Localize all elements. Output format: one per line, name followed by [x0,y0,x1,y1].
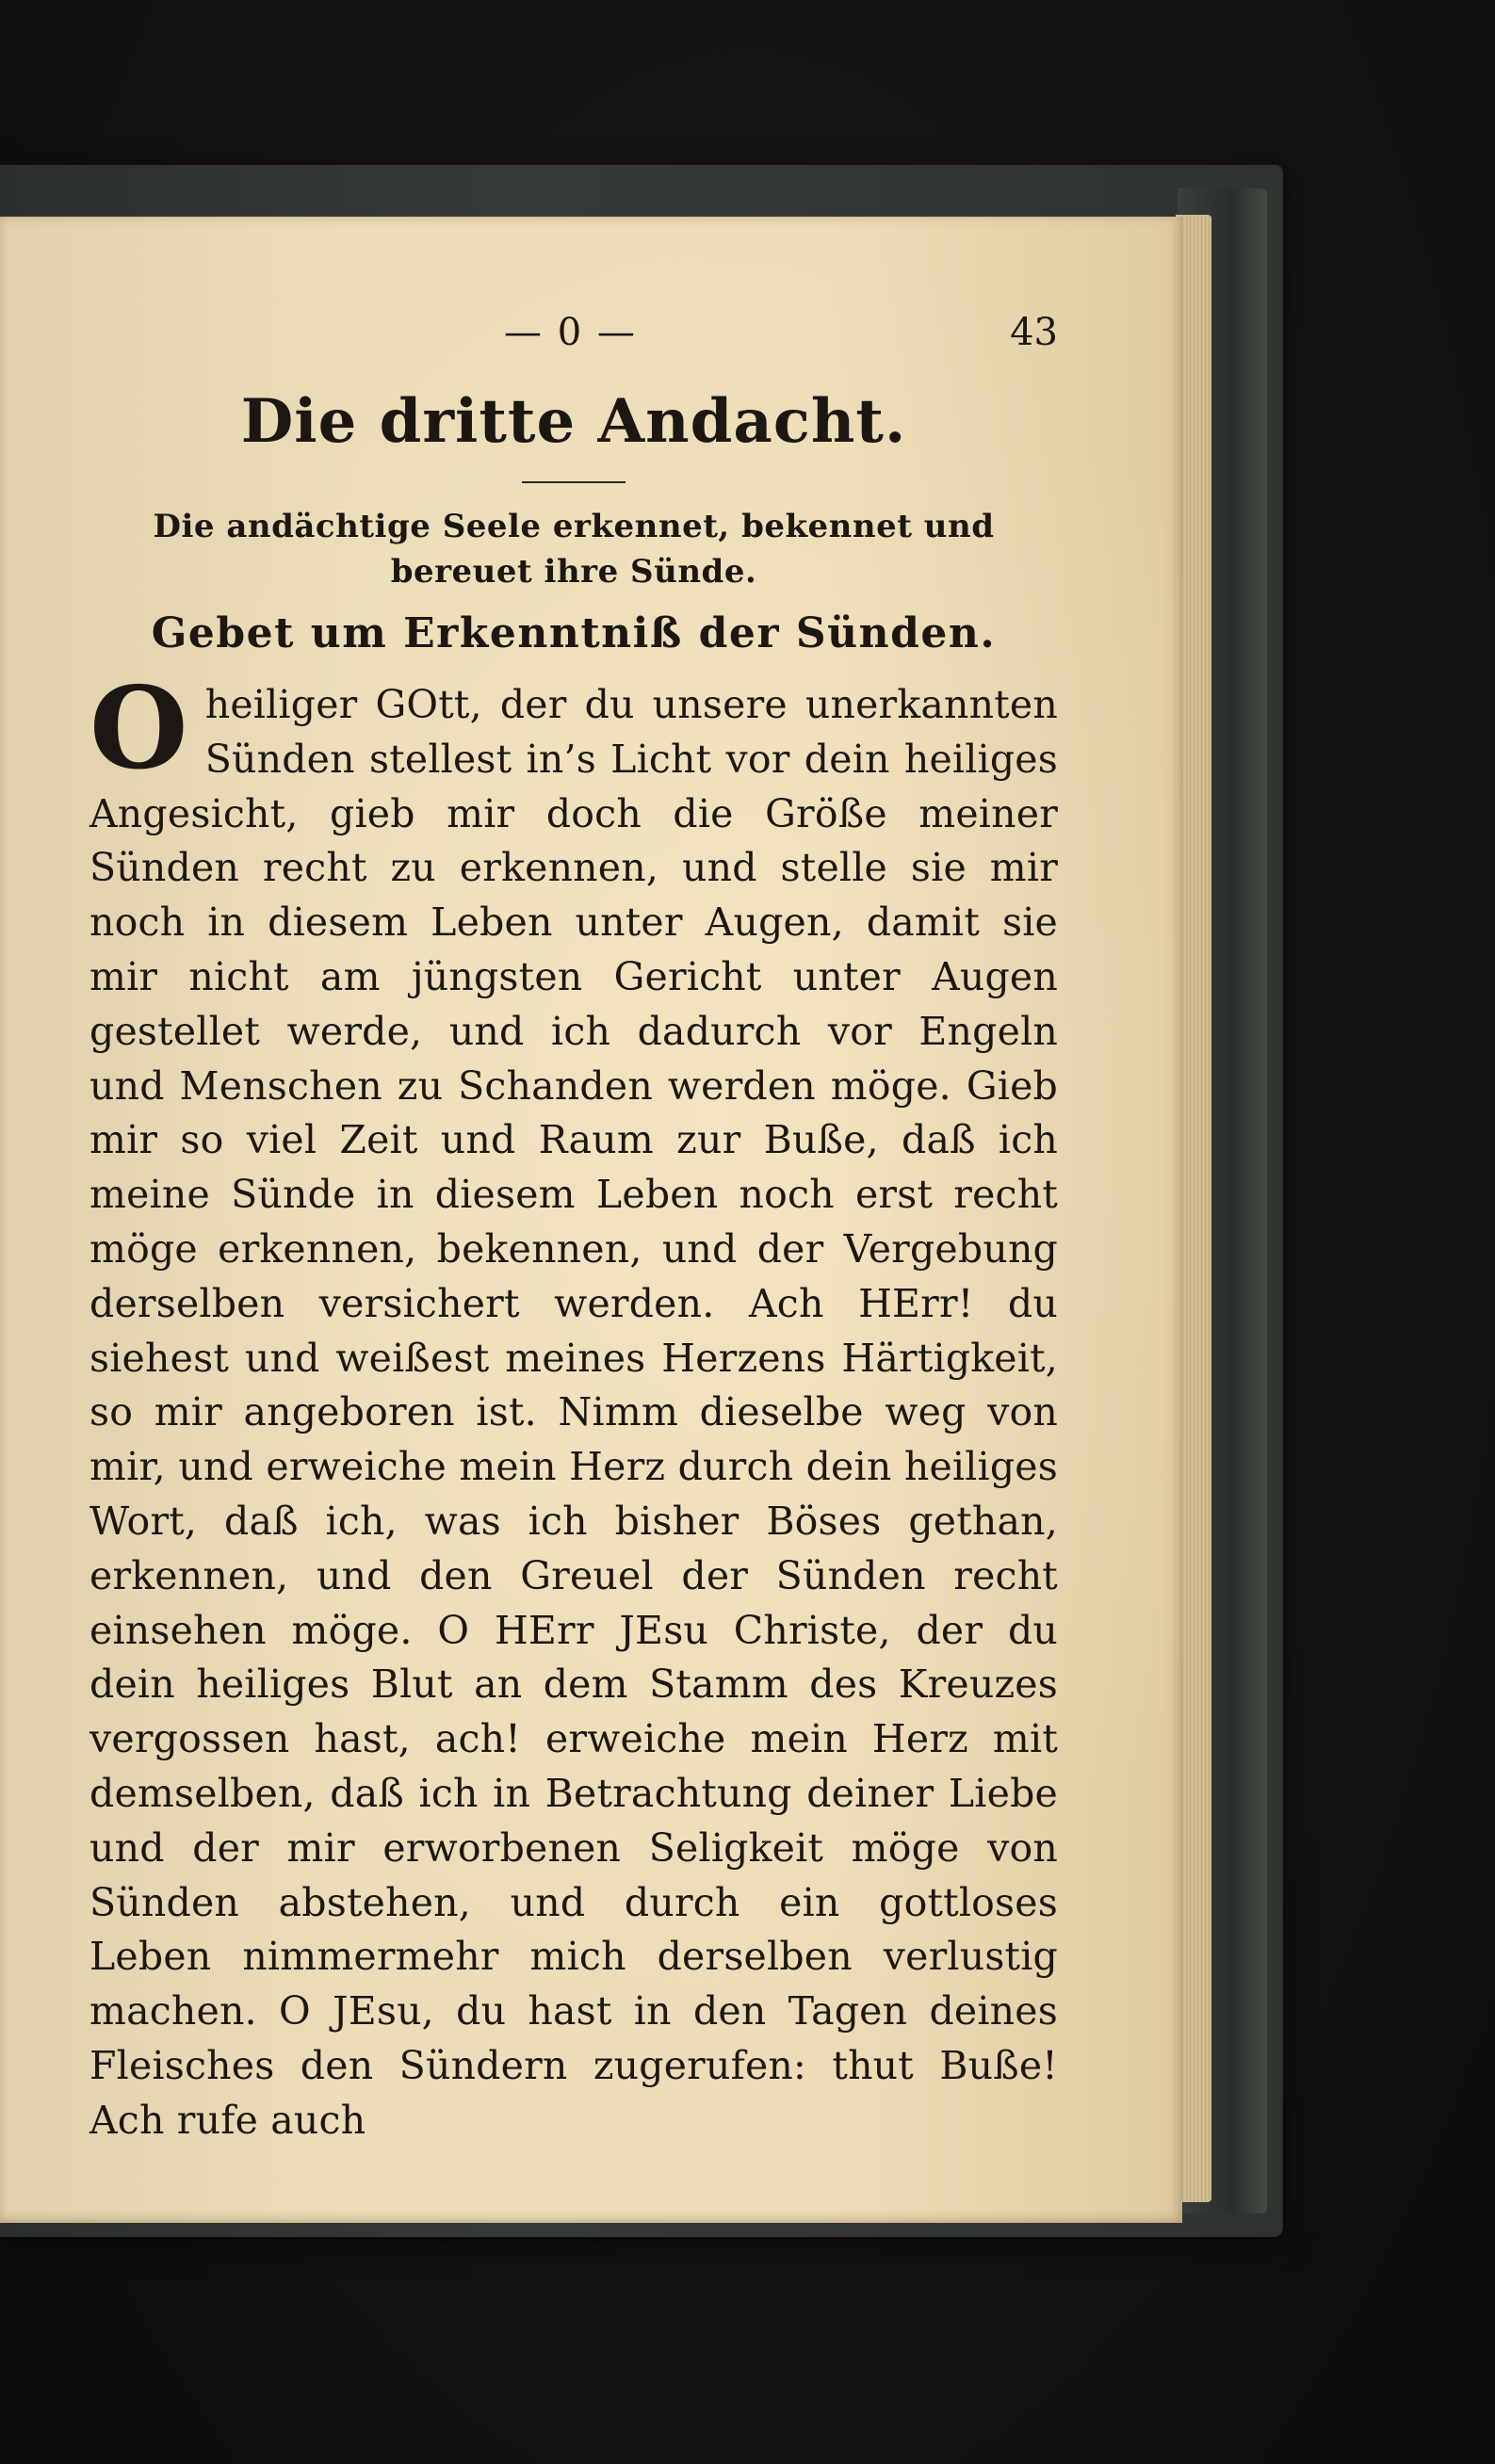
book-page [0,217,1182,2223]
chapter-title: Die dritte Andacht. [240,386,907,457]
running-header: — 0 — [504,311,637,354]
page-content [89,311,1058,2148]
page-number: 43 [1010,311,1058,354]
page-header [89,311,1058,367]
prayer-text: heiliger GOtt, der du unsere unerkannten Sünden stellest in’s Licht vor dein heiliges Angesicht, gieb mir doch die Größe meiner Sünden recht zu erkennen, und stelle sie mir noch in diesem Leben unter Augen, damit sie mir nicht am jüngsten Gericht unter Augen gestellet werde, und ich dadurch vor Engeln und Menschen zu Schanden werden möge. Gieb mir so viel Zeit und Raum zur Buße, daß ich meine Sünde in diesem Leben noch erst recht möge erkennen, bekennen, und der Vergebung derselben versichert werden. Ach HErr! du siehest und weißest meines Herzens Härtigkeit, so mir angeboren ist. Nimm dieselbe weg von mir, und erweiche mein Herz durch dein heiliges Wort, daß ich, was ich bisher Böses gethan, erkennen, und den Greuel der Sünden recht einsehen möge. O HErr JEsu Christe, der du dein heiliges Blut an dem Stamm des Kreuzes vergossen hast, ach! erweiche mein Herz mit demselben, daß ich in Betrachtung deiner Liebe und der mir erworbenen Seligkeit möge von Sünden abstehen, und durch ein gottloses Leben nimmermehr mich derselben verlustig machen. O JEsu, du hast in den Tagen deines Fleisches den Sündern zugerufen: thut Buße! Ach rufe auch [89,682,1058,2143]
prayer-heading: Gebet um Erkenntniß der Sünden. [151,609,997,657]
prayer-body [89,662,1058,2148]
drop-cap: O [89,662,188,795]
chapter-subtitle: Die andächtige Seele erkennet, bekennet und bereuet ihre Sünde. [153,508,995,591]
title-divider [522,481,626,483]
